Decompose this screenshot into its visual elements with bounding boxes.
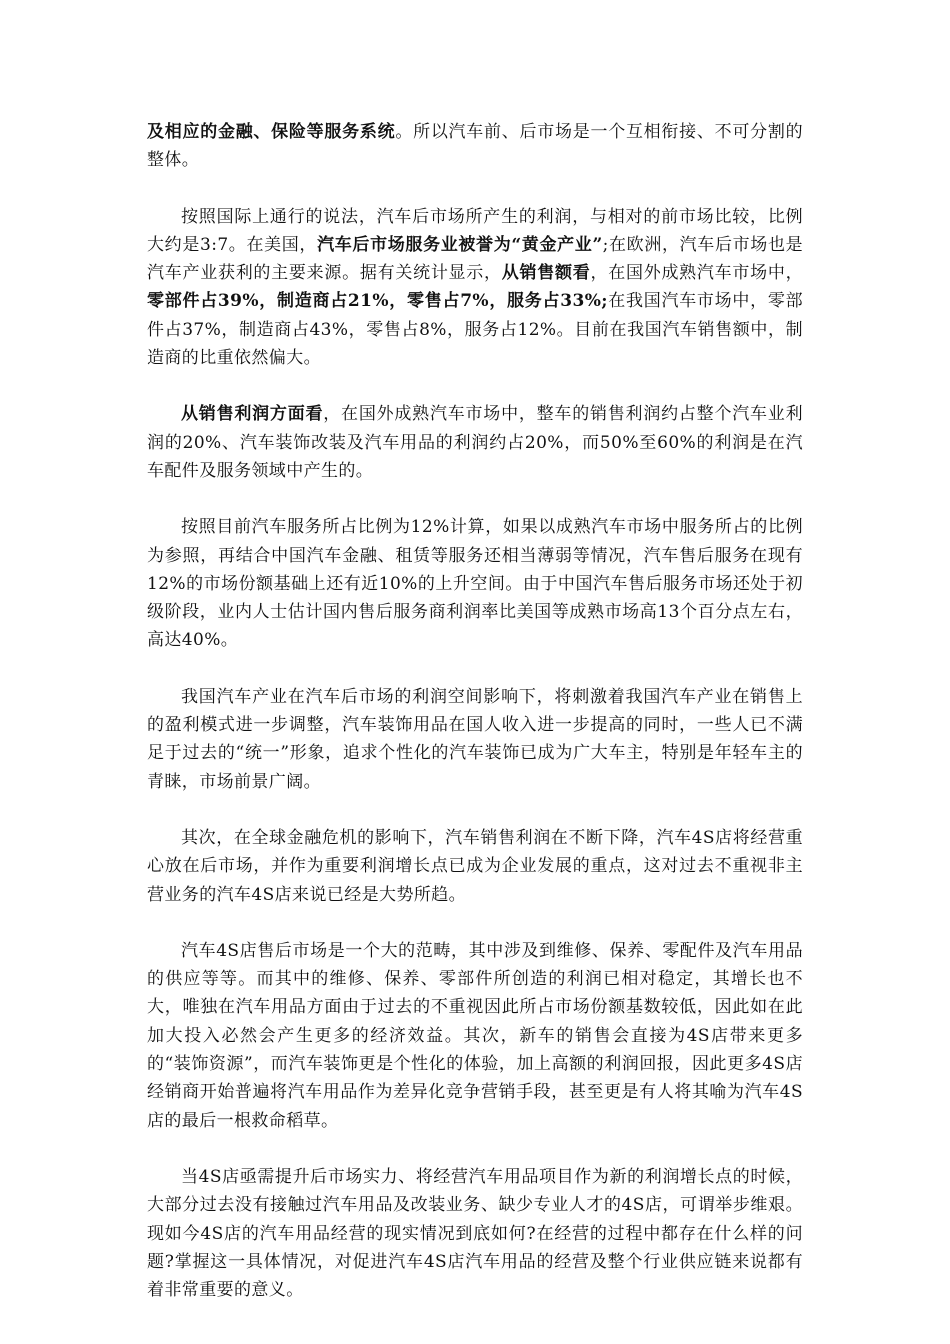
document-body <box>147 118 803 1332</box>
paragraph-7-text-1: 汽车4S店售后市场是一个大的范畴，其中涉及到维修、保养、零配件及汽车用品的供应等等。而其中的维修、保养、零部件所创造的利润已相对稳定，其增长也不大，唯独在汽车用品方面由于过去的不重视因此所占市场份额基数较低，因此如在此加大投入必然会产生更多的经济效益。其次，新车的销售会直接为4S店带来更多的“装饰资源”，而汽车装饰更是个性化的体验，加上高额的利润回报，因此更多4S店经销商开始普遍将汽车用品作为差异化竞争营销手段，甚至更是有人将其喻为汽车4S店的最后一根救命稻草。 <box>147 940 803 1131</box>
paragraph-2-text-4: 在我国汽车市场中，零部件占37%，制造商占43%，零售占8%，服务占12%。目前在我国汽车销售额中，制造商的比重依然偏大。 <box>147 291 803 369</box>
paragraph-3 <box>147 400 803 485</box>
paragraph-1-text-1: 。所以汽车前、后市场是一个互相衔接、不可分割的整体。 <box>147 122 803 171</box>
paragraph-2-text-2: ;在欧洲，汽车后市场也是汽车产业获利的主要来源。据有关统计显示， <box>147 234 804 284</box>
paragraph-2-text-3: ，在国外成熟汽车市场中， <box>590 263 804 284</box>
paragraph-8-text-1: 当4S店亟需提升后市场实力、将经营汽车用品项目作为新的利润增长点的时候，大部分过去没有接触过汽车用品及改装业务、缺少专业人才的4S店，可谓举步维艰。现如今4S店的汽车用品经营的现实情况到底如何?在经营的过程中都存在什么样的问题?掌握这一具体情况，对促进汽车4S店汽车用品的经营及整个行业供应链来说都有着非常重要的意义。 <box>147 1166 803 1301</box>
paragraph-5-text-1: 我国汽车产业在汽车后市场的利润空间影响下，将刺激着我国汽车产业在销售上的盈利模式进一步调整，汽车装饰用品在国人收入进一步提高的同时，一些人已不满足于过去的“统一”形象，追求个性化的汽车装饰已成为广大车主，特别是年轻车主的青睐，市场前景广阔。 <box>147 686 803 792</box>
paragraph-2-bold-1: 汽车后市场服务业被誉为“黄金产业” <box>317 234 603 255</box>
paragraph-6 <box>147 824 803 909</box>
paragraph-2-bold-2: 从销售额看 <box>501 263 591 284</box>
paragraph-2-text-1: 按照国际上通行的说法，汽车后市场所产生的利润，与相对的前市场比较，比例大约是3:7。在美国， <box>147 206 803 255</box>
paragraph-7 <box>147 937 803 1135</box>
paragraph-6-text-1: 其次，在全球金融危机的影响下，汽车销售利润在不断下降，汽车4S店将经营重心放在后市场，并作为重要利润增长点已成为企业发展的重点，这对过去不重视非主营业务的汽车4S店来说已经是大势所趋。 <box>147 827 803 905</box>
paragraph-1 <box>147 118 803 175</box>
paragraph-5 <box>147 683 803 796</box>
paragraph-3-bold-1: 从销售利润方面看 <box>181 404 324 425</box>
paragraph-4 <box>147 513 803 654</box>
paragraph-2 <box>147 203 803 373</box>
paragraph-8 <box>147 1163 803 1304</box>
paragraph-1-bold-1: 及相应的金融、保险等服务系统 <box>147 122 396 142</box>
paragraph-2-bold-3: 零部件占39%，制造商占21%，零售占7%，服务占33%; <box>147 291 608 312</box>
paragraph-3-text-1: ，在国外成熟汽车市场中，整车的销售利润约占整个汽车业利润的20%、汽车装饰改装及汽车用品的利润约占20%，而50%至60%的利润是在汽车配件及服务领域中产生的。 <box>147 404 803 481</box>
paragraph-4-text-1: 按照目前汽车服务所占比例为12%计算，如果以成熟汽车市场中服务所占的比例为参照，再结合中国汽车金融、租赁等服务还相当薄弱等情况，汽车售后服务在现有12%的市场份额基础上还有近10%的上升空间。由于中国汽车售后服务市场还处于初级阶段，业内人士估计国内售后服务商利润率比美国等成熟市场高13个百分点左右，高达40%。 <box>147 517 803 651</box>
